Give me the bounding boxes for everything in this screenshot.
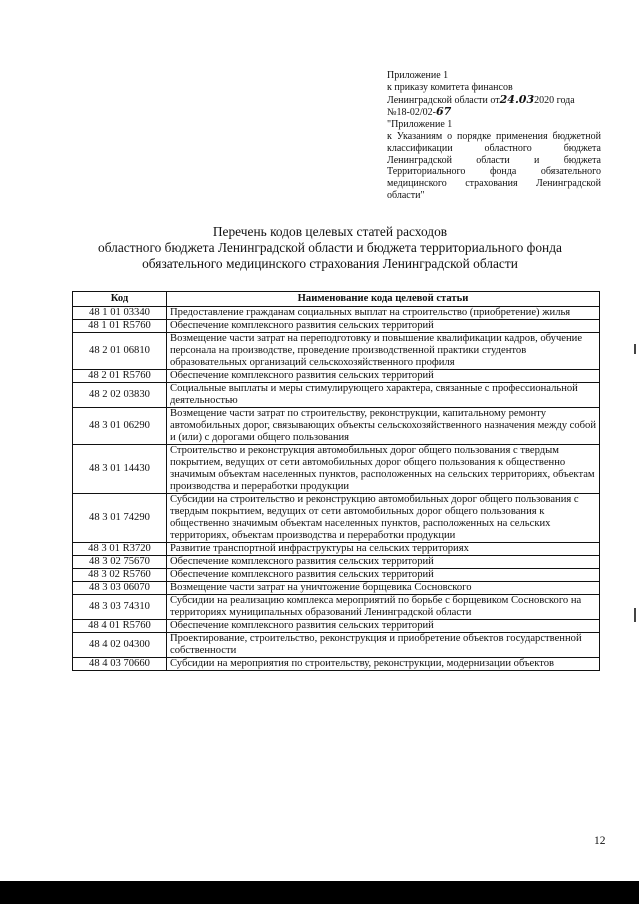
row-name: Возмещение части затрат на уничтожение борщевика Сосновского [167, 582, 600, 595]
table-row [73, 569, 600, 582]
row-code: 48 3 02 75670 [73, 556, 167, 569]
table-row [73, 582, 600, 595]
annex-line-2: к приказу комитета финансов [387, 81, 513, 93]
row-name: Проектирование, строительство, реконструкция и приобретение объектов государственной собственности [167, 633, 600, 658]
table-row [73, 333, 600, 370]
row-code: 48 3 01 06290 [73, 408, 167, 445]
handwritten-date: 24.03 [499, 92, 535, 106]
annex-quote-text: к Указаниям о порядке применения бюджетной классификации областного бюджета Ленинградской области и бюджета Территориального фонда обязательного медицинского страхования Ленинградской области" [387, 130, 601, 201]
table-row [73, 494, 600, 543]
annex-date-prefix: Ленинградской области от [387, 94, 500, 106]
row-code: 48 2 02 03830 [73, 383, 167, 408]
row-code: 48 3 01 R3720 [73, 543, 167, 556]
row-code: 48 3 03 06070 [73, 582, 167, 595]
table-row [73, 320, 600, 333]
annex-line-1: Приложение 1 [387, 70, 449, 81]
row-name: Обеспечение комплексного развития сельских территорий [167, 556, 600, 569]
annex-date-suffix: 2020 года [534, 94, 575, 106]
table-row [73, 408, 600, 445]
row-name: Строительство и реконструкция автомобильных дорог общего пользования с твердым покрытием, ведущих от сети автомобильных дорог общего пользования к общественно значимым объектам населенных пунктов, расположенных на сельских территориях, объектам производства и переработки продукции [167, 445, 600, 494]
row-name: Обеспечение комплексного развития сельских территорий [167, 620, 600, 633]
table-row [73, 307, 600, 320]
row-code: 48 4 02 04300 [73, 633, 167, 658]
row-name: Развитие транспортной инфраструктуры на сельских территориях [167, 543, 600, 556]
title-line-2: областного бюджета Ленинградской области и бюджета территориального фонда [98, 240, 562, 255]
row-name: Возмещение части затрат по строительству, реконструкции, капитальному ремонту автомобильных дорог, связывающих объекты сельскохозяйственного назначения между собой и (или) с дорогами общего пользования [167, 408, 600, 445]
table-row [73, 370, 600, 383]
header-code: Код [73, 292, 167, 307]
row-name: Социальные выплаты и меры стимулирующего характера, связанные с профессиональной деятельностью [167, 383, 600, 408]
table-row [73, 445, 600, 494]
annex-number-prefix: №18-02/02- [387, 107, 436, 119]
header-name: Наименование кода целевой статьи [167, 292, 600, 307]
row-name: Обеспечение комплексного развития сельских территорий [167, 320, 600, 333]
row-name: Обеспечение комплексного развития сельских территорий [167, 569, 600, 582]
document-title [40, 224, 620, 272]
annex-quote-line: "Приложение 1 [387, 119, 453, 131]
scan-bottom-border [0, 881, 639, 904]
row-code: 48 3 01 74290 [73, 494, 167, 543]
table-row [73, 543, 600, 556]
row-name: Субсидии на реализацию комплекса мероприятий по борьбе с борщевиком Сосновского на территориях муниципальных образований Ленинградской области [167, 595, 600, 620]
table-row [73, 595, 600, 620]
annex-line-3 [387, 94, 601, 107]
row-name: Субсидии на строительство и реконструкцию автомобильных дорог общего пользования с твердым покрытием, ведущих от сети автомобильных дорог общего пользования к общественно значимым объектам населенных пунктов, расположенных на сельских территориях, объектам производства и переработки продукции [167, 494, 600, 543]
annex-line-4 [387, 106, 601, 119]
row-code: 48 3 02 R5760 [73, 569, 167, 582]
table-row [73, 383, 600, 408]
annex-header [387, 70, 601, 202]
row-code: 48 2 01 R5760 [73, 370, 167, 383]
row-name: Субсидии на мероприятия по строительству, реконструкции, модернизации объектов [167, 658, 600, 671]
row-name: Предоставление гражданам социальных выплат на строительство (приобретение) жилья [167, 307, 600, 320]
row-name: Возмещение части затрат на переподготовку и повышение квалификации кадров, обучение персонала на производстве, проведение производственной практики студентов образовательных организаций сельскохозяйственного профиля [167, 333, 600, 370]
title-line-3: обязательного медицинского страхования Ленинградской области [142, 256, 518, 271]
scan-edge-mark [634, 608, 636, 622]
row-code: 48 1 01 03340 [73, 307, 167, 320]
handwritten-number: 67 [435, 105, 452, 119]
table-row [73, 620, 600, 633]
target-codes-table [72, 291, 600, 671]
table-row [73, 658, 600, 671]
page-number: 12 [594, 835, 606, 847]
row-code: 48 4 01 R5760 [73, 620, 167, 633]
table-row [73, 556, 600, 569]
scan-edge-mark [634, 344, 636, 354]
table-row [73, 633, 600, 658]
row-code: 48 1 01 R5760 [73, 320, 167, 333]
row-code: 48 4 03 70660 [73, 658, 167, 671]
row-name: Обеспечение комплексного развития сельских территорий [167, 370, 600, 383]
title-line-1: Перечень кодов целевых статей расходов [212, 224, 448, 239]
row-code: 48 2 01 06810 [73, 333, 167, 370]
table-header-row [73, 292, 600, 307]
row-code: 48 3 03 74310 [73, 595, 167, 620]
row-code: 48 3 01 14430 [73, 445, 167, 494]
